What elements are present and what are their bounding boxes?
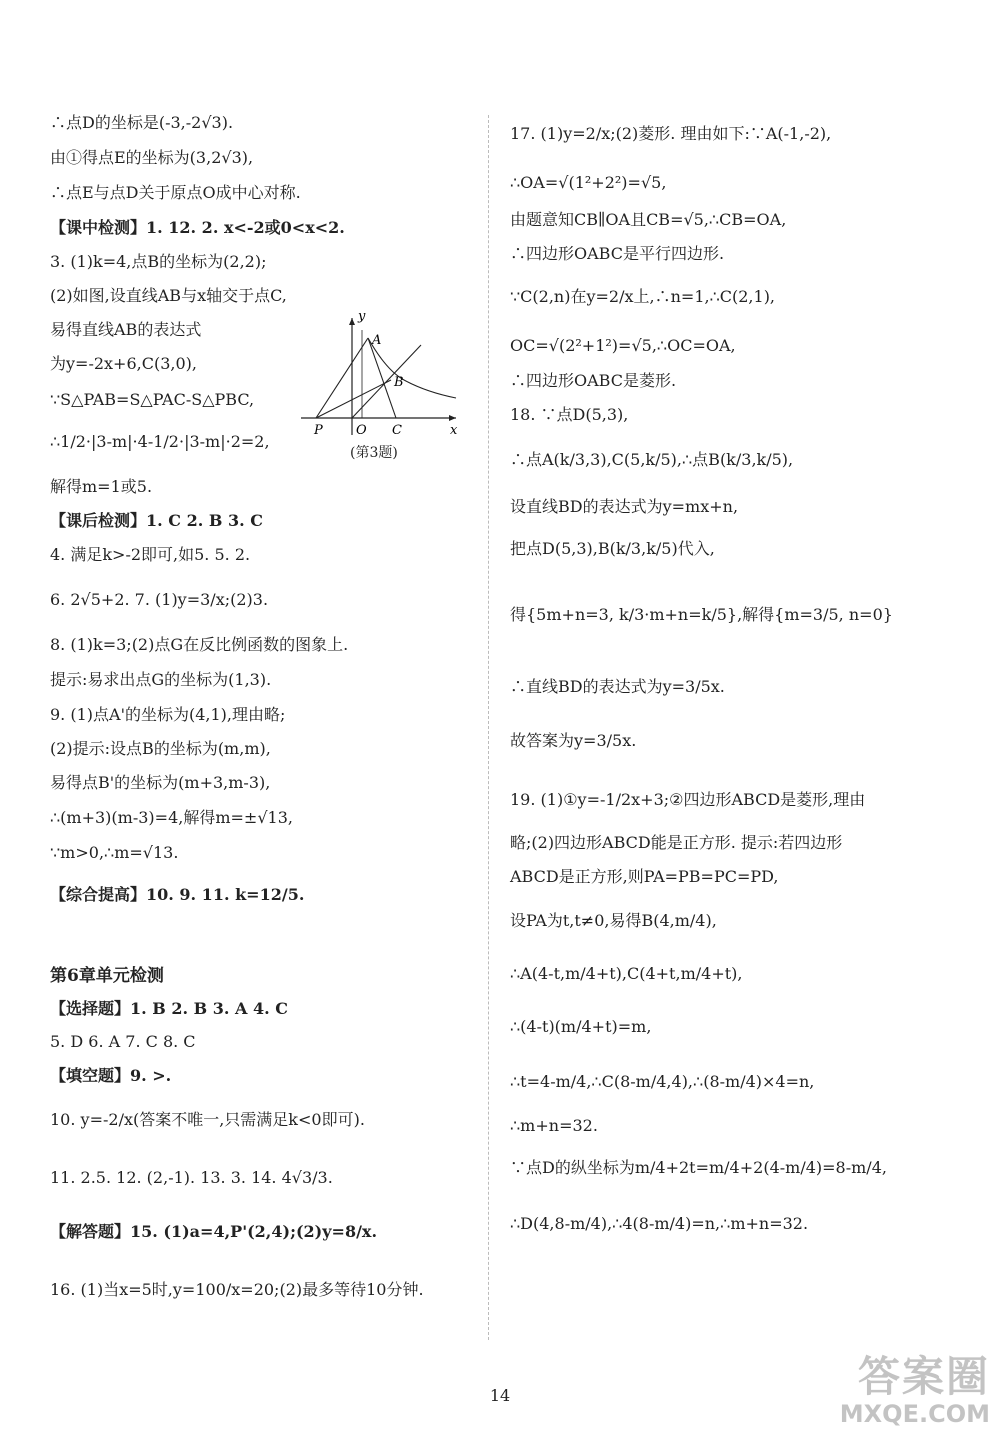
text-line: 提示:易求出点G的坐标为(1,3). <box>50 670 272 689</box>
text-line: ∴四边形OABC是菱形. <box>510 371 677 390</box>
text-line: 8. (1)k=3;(2)点G在反比例函数的图象上. <box>50 635 349 654</box>
text-line: 设直线BD的表达式为y=mx+n, <box>510 497 739 516</box>
text-line: ∴OA=√(1²+2²)=√5, <box>510 173 667 192</box>
section-line: 【解答题】15. (1)a=4,P'(2,4);(2)y=8/x. <box>50 1222 378 1241</box>
text-line: 为y=-2x+6,C(3,0), <box>50 354 197 373</box>
text-line: ∴A(4-t,m/4+t),C(4+t,m/4+t), <box>510 964 743 983</box>
text-line: ∴四边形OABC是平行四边形. <box>510 244 725 263</box>
text-line: ∴(m+3)(m-3)=4,解得m=±√13, <box>50 808 293 827</box>
text-line: 故答案为y=3/5x. <box>510 731 637 750</box>
text-line: ∴点E与点D关于原点O成中心对称. <box>50 183 301 202</box>
figure-caption: (第3题) <box>350 445 398 461</box>
text-line: 由题意知CB∥OA且CB=√5,∴CB=OA, <box>510 210 787 229</box>
text-line: 6. 2√5+2. 7. (1)y=3/x;(2)3. <box>50 590 269 609</box>
text-line: ∵S△PAB=S△PAC-S△PBC, <box>50 390 255 409</box>
text-line: (2)如图,设直线AB与x轴交于点C, <box>50 286 287 305</box>
section-line: 【选择题】1. B 2. B 3. A 4. C <box>50 999 289 1018</box>
section-line: 【课中检测】1. 12. 2. x<-2或0<x<2. <box>50 218 345 237</box>
text-line: ABCD是正方形,则PA=PB=PC=PD, <box>510 867 779 886</box>
label-P: P <box>314 423 323 438</box>
text-line: 5. D 6. A 7. C 8. C <box>50 1032 196 1051</box>
section-line: 【填空题】9. >. <box>50 1066 172 1085</box>
text-line: 由①得点E的坐标为(3,2√3), <box>50 148 254 167</box>
text-line: ∴点D的坐标是(-3,-2√3). <box>50 113 234 132</box>
text-line: 3. (1)k=4,点B的坐标为(2,2); <box>50 252 267 271</box>
label-A: A <box>372 333 382 348</box>
text-line: ∴m+n=32. <box>510 1116 598 1135</box>
text-line: ∵C(2,n)在y=2/x上,∴n=1,∴C(2,1), <box>510 287 776 306</box>
text-line: 略;(2)四边形ABCD能是正方形. 提示:若四边形 <box>510 833 843 852</box>
text-line: ∵点D的纵坐标为m/4+2t=m/4+2(4-m/4)=8-m/4, <box>510 1158 887 1177</box>
text-line: OC=√(2²+1²)=√5,∴OC=OA, <box>510 336 736 355</box>
text-line: 9. (1)点A'的坐标为(4,1),理由略; <box>50 705 286 724</box>
text-line: 17. (1)y=2/x;(2)菱形. 理由如下:∵A(-1,-2), <box>510 124 832 143</box>
section-line: 【综合提高】10. 9. 11. k=12/5. <box>50 885 305 904</box>
watermark-site: MXQE.COM <box>839 1400 990 1428</box>
text-line: 19. (1)①y=-1/2x+3;②四边形ABCD是菱形,理由 <box>510 790 866 809</box>
text-line: 18. ∵点D(5,3), <box>510 405 629 424</box>
section-line: 【课后检测】1. C 2. B 3. C <box>50 511 263 530</box>
text-line: 解得m=1或5. <box>50 477 153 496</box>
column-divider <box>488 115 489 1340</box>
text-line: ∴(4-t)(m/4+t)=m, <box>510 1017 652 1036</box>
text-line: 易得点B'的坐标为(m+3,m-3), <box>50 773 271 792</box>
text-line: 16. (1)当x=5时,y=100/x=20;(2)最多等待10分钟. <box>50 1280 424 1299</box>
label-B: B <box>394 375 404 390</box>
text-line: ∵m>0,∴m=√13. <box>50 843 179 862</box>
page-number: 14 <box>489 1386 511 1405</box>
text-line: (2)提示:设点B的坐标为(m,m), <box>50 739 271 758</box>
text-line: ∴1/2·|3-m|·4-1/2·|3-m|·2=2, <box>50 432 270 451</box>
label-x: x <box>450 423 458 438</box>
text-line: 10. y=-2/x(答案不唯一,只需满足k<0即可). <box>50 1110 365 1129</box>
label-O: O <box>356 423 367 438</box>
text-line: 4. 满足k>-2即可,如5. 5. 2. <box>50 545 251 564</box>
text-line: ∴t=4-m/4,∴C(8-m/4,4),∴(8-m/4)×4=n, <box>510 1072 815 1091</box>
label-C: C <box>392 423 402 438</box>
coordinate-diagram <box>296 310 466 440</box>
chapter-heading: 第6章单元检测 <box>50 966 164 986</box>
watermark <box>760 1344 990 1434</box>
label-y: y <box>358 310 366 324</box>
text-line: ∴D(4,8-m/4),∴4(8-m/4)=n,∴m+n=32. <box>510 1214 809 1233</box>
text-line: 11. 2.5. 12. (2,-1). 13. 3. 14. 4√3/3. <box>50 1168 333 1187</box>
text-line: ∴直线BD的表达式为y=3/5x. <box>510 677 725 696</box>
watermark-logo: 答案圈 <box>857 1352 990 1401</box>
text-line: 易得直线AB的表达式 <box>50 320 202 339</box>
text-line: 得{5m+n=3, k/3·m+n=k/5},解得{m=3/5, n=0} <box>510 605 893 624</box>
text-line: 把点D(5,3),B(k/3,k/5)代入, <box>510 539 715 558</box>
text-line: ∴点A(k/3,3),C(5,k/5),∴点B(k/3,k/5), <box>510 450 794 469</box>
text-line: 设PA为t,t≠0,易得B(4,m/4), <box>510 911 717 930</box>
